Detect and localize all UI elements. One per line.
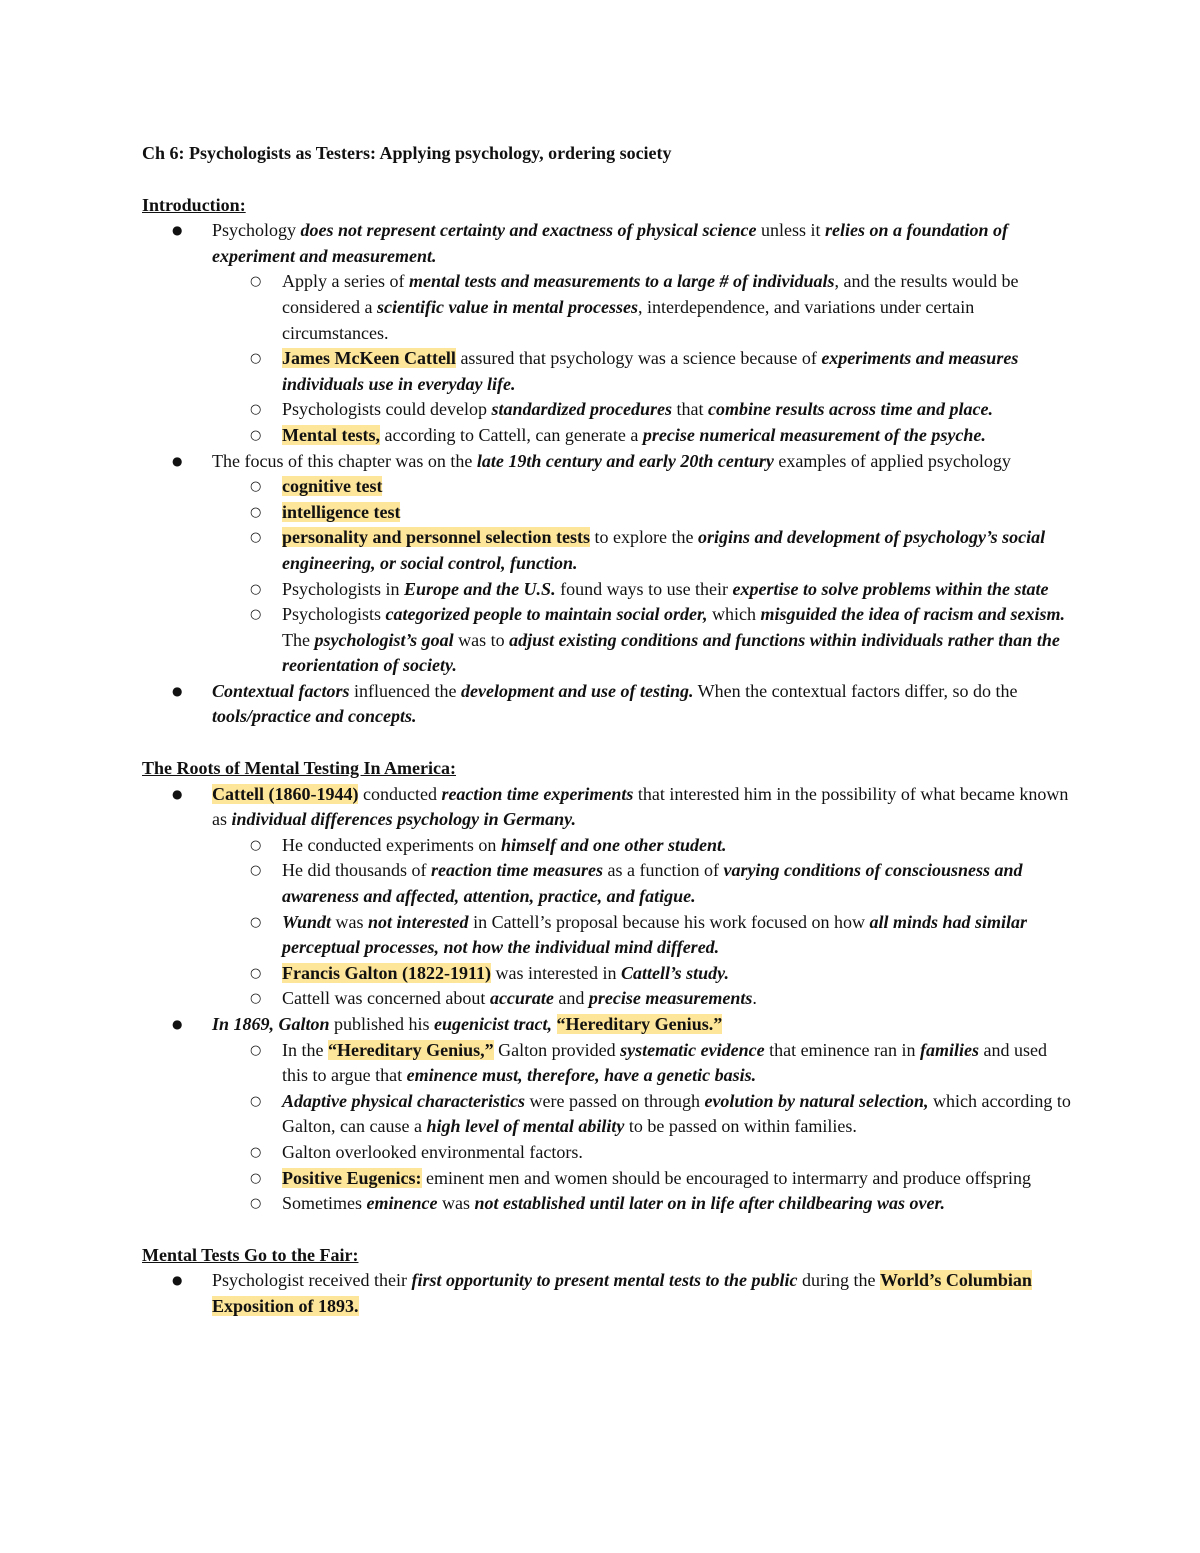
text-run: In the: [282, 1039, 328, 1060]
emphasis-text: families: [920, 1039, 980, 1060]
sub-bullet-item: [212, 1089, 1072, 1140]
sub-bullet-item: [212, 577, 1072, 603]
text-run: was interested in: [491, 962, 621, 983]
text-run: eminent men and women should be encouraged to intermarry and produce offspring: [421, 1167, 1031, 1188]
bullet-item: [142, 679, 1072, 730]
sub-bullet-item: [212, 961, 1072, 987]
emphasis-text: misguided the idea of racism and sexism.: [760, 604, 1066, 625]
text-run: .: [752, 988, 757, 1009]
sub-bullet-item: [212, 858, 1072, 909]
text-run: and: [553, 988, 589, 1009]
sub-bullet-item: [212, 910, 1072, 961]
spacer: [142, 1217, 1072, 1243]
bullet-list: [142, 1268, 1072, 1319]
section-heading: The Roots of Mental Testing In America:: [142, 758, 456, 779]
text-run: that interested him in the possibility of what became known as: [212, 783, 1069, 830]
text-run: The: [282, 629, 315, 650]
text-run: , interdependence, and variations under certain circumstances.: [282, 296, 975, 343]
sub-bullet-item: [212, 602, 1072, 679]
document-title: Ch 6: Psychologists as Testers: Applying psychology, ordering society: [142, 143, 672, 163]
bullet-list: [142, 782, 1072, 1217]
emphasis-text: high level of mental ability: [426, 1116, 625, 1137]
text-run: When the contextual factors differ, so do the: [693, 680, 1018, 701]
emphasis-text: development and use of testing.: [460, 680, 694, 701]
text-run: and used this to argue that: [282, 1039, 1047, 1086]
section: [142, 1243, 1072, 1320]
bullet-item: [142, 782, 1072, 1012]
emphasis-text: In 1869, Galton: [212, 1014, 330, 1034]
text-run: conducted: [358, 783, 442, 804]
text-run: according to Cattell, can generate a: [379, 424, 643, 445]
emphasis-text: individual differences psychology in Germany.: [231, 809, 576, 830]
emphasis-text: Cattell’s study.: [620, 962, 729, 983]
text-run: He did thousands of: [282, 860, 431, 881]
emphasis-text: combine results across time and place.: [708, 399, 994, 420]
emphasis-text: reaction time experiments: [441, 783, 634, 804]
sub-bullet-item: [212, 525, 1072, 576]
emphasis-text: origins and development of psychology’s social engineering, or social control, function.: [282, 527, 1046, 573]
emphasis-text: standardized procedures: [491, 399, 673, 420]
highlighted-text: Mental tests,: [282, 424, 380, 445]
emphasis-text: psychologist’s goal: [314, 629, 454, 650]
sub-bullet-item: [212, 397, 1072, 423]
bullet-text: [212, 449, 1072, 475]
sub-bullet-item: [212, 1038, 1072, 1089]
text-run: , and the results would be considered a: [282, 271, 1019, 317]
text-run: as a function of: [602, 860, 724, 881]
text-run: Psychologists: [282, 604, 386, 625]
emphasis-text: not interested: [368, 911, 469, 932]
highlighted-text: “Hereditary Genius.”: [556, 1014, 723, 1034]
text-run: Psychologist received their: [212, 1270, 412, 1291]
text-run: that eminence ran in: [764, 1039, 921, 1060]
text-run: Cattell was concerned about: [282, 988, 490, 1009]
bullet-text: [212, 218, 1072, 269]
text-run: published his: [329, 1014, 435, 1034]
sub-bullet-list: [212, 1038, 1072, 1217]
text-run: was to: [453, 629, 510, 650]
emphasis-text: Contextual factors: [212, 680, 350, 701]
emphasis-text: does not represent certainty and exactness of physical science: [300, 220, 757, 241]
text-run: Psychology: [212, 220, 301, 241]
text-run: during the: [797, 1270, 880, 1291]
emphasis-text: first opportunity to present mental tests to the public: [411, 1270, 798, 1291]
bullet-item: [142, 1268, 1072, 1319]
highlighted-text: personality and personnel selection tests: [282, 527, 590, 548]
emphasis-text: systematic evidence: [620, 1039, 765, 1060]
bullet-text: [212, 679, 1072, 730]
bullet-list: [142, 218, 1072, 730]
bullet-text: [212, 1268, 1072, 1319]
emphasis-text: categorized people to maintain social order,: [385, 604, 708, 625]
emphasis-text: accurate: [489, 988, 554, 1009]
highlighted-text: James McKeen Cattell: [282, 348, 456, 369]
emphasis-text: reaction time measures: [430, 860, 603, 881]
sub-bullet-item: [212, 1140, 1072, 1166]
text-run: The focus of this chapter was on the: [212, 450, 477, 471]
sub-bullet-item: [212, 269, 1072, 346]
text-run: examples of applied psychology: [773, 450, 1011, 471]
text-run: found ways to use their: [555, 578, 733, 599]
sub-bullet-list: [212, 474, 1072, 679]
section: [142, 193, 1072, 756]
emphasis-text: mental tests and measurements to a large # of individuals: [408, 271, 835, 292]
emphasis-text: eminence: [366, 1193, 438, 1214]
text-run: Psychologists could develop: [282, 399, 492, 420]
highlighted-text: World’s Columbian Exposition of 1893.: [212, 1270, 1032, 1316]
emphasis-text: precise numerical measurement of the psyche.: [642, 424, 986, 445]
document-body: [142, 141, 1072, 1320]
emphasis-text: himself and one other student.: [500, 834, 727, 855]
emphasis-text: precise measurements: [588, 988, 753, 1009]
sub-bullet-item: [212, 346, 1072, 397]
bullet-item: [142, 1012, 1072, 1217]
highlighted-text: intelligence test: [282, 501, 401, 522]
text-run: was: [437, 1193, 475, 1214]
text-run: which: [707, 604, 761, 625]
bullet-item: [142, 449, 1072, 679]
emphasis-text: not established until later on in life after childbearing was over.: [474, 1193, 946, 1214]
highlighted-text: Positive Eugenics:: [282, 1167, 422, 1188]
emphasis-text: adjust existing conditions and functions within individuals rather than the reorientation of society.: [282, 629, 1060, 676]
highlighted-text: cognitive test: [282, 476, 383, 497]
section-heading: Mental Tests Go to the Fair:: [142, 1244, 359, 1265]
highlighted-text: “Hereditary Genius,”: [327, 1039, 494, 1060]
emphasis-text: Europe and the U.S.: [404, 578, 556, 599]
emphasis-text: Adaptive physical characteristics: [282, 1090, 525, 1111]
text-run: Galton provided: [493, 1039, 621, 1060]
sub-bullet-item: [212, 1191, 1072, 1217]
text-run: were passed on through: [524, 1090, 705, 1111]
emphasis-text: all minds had similar perceptual processes, not how the individual mind differed.: [282, 911, 1028, 958]
text-run: Galton overlooked environmental factors.: [282, 1141, 583, 1162]
spacer: [142, 730, 1072, 756]
text-run: Apply a series of: [282, 271, 409, 292]
highlighted-text: Cattell (1860-1944): [212, 783, 359, 804]
sub-bullet-item: [212, 833, 1072, 859]
emphasis-text: expertise to solve problems within the state: [732, 578, 1049, 599]
bullet-text: [212, 1012, 1072, 1038]
bullet-text: [212, 782, 1072, 833]
emphasis-text: relies on a foundation of experiment and measurement.: [212, 220, 1009, 266]
text-run: in Cattell’s proposal because his work focused on how: [468, 911, 870, 932]
section: [142, 756, 1072, 1243]
text-run: Psychologists in: [282, 578, 405, 599]
sub-bullet-item: [212, 474, 1072, 500]
emphasis-text: eugenicist tract,: [434, 1014, 553, 1034]
text-run: to explore the: [590, 527, 698, 548]
spacer: [142, 167, 1072, 193]
emphasis-text: late 19th century and early 20th century: [476, 450, 774, 471]
sections-container: [142, 193, 1072, 1320]
emphasis-text: experiments and measures individuals use in everyday life.: [282, 348, 1019, 394]
text-run: which according to Galton, can cause a: [282, 1090, 1071, 1137]
section-heading: Introduction:: [142, 194, 246, 215]
text-run: was: [331, 911, 369, 932]
text-run: unless it: [756, 220, 825, 241]
text-run: Sometimes: [282, 1193, 367, 1214]
sub-bullet-list: [212, 269, 1072, 448]
sub-bullet-item: [212, 500, 1072, 526]
emphasis-text: eminence must, therefore, have a genetic basis.: [406, 1065, 757, 1086]
text-run: [552, 1014, 557, 1034]
sub-bullet-item: [212, 1166, 1072, 1192]
emphasis-text: Wundt: [282, 911, 332, 932]
emphasis-text: scientific value in mental processes: [376, 296, 638, 317]
text-run: to be passed on within families.: [624, 1116, 857, 1137]
text-run: assured that psychology was a science because of: [455, 348, 822, 369]
text-run: influenced the: [349, 680, 461, 701]
sub-bullet-item: [212, 986, 1072, 1012]
sub-bullet-item: [212, 423, 1072, 449]
emphasis-text: tools/practice and concepts.: [212, 706, 417, 727]
text-run: He conducted experiments on: [282, 834, 501, 855]
emphasis-text: varying conditions of consciousness and awareness and affected, attention, practice, and fatigue.: [282, 860, 1023, 907]
sub-bullet-list: [212, 833, 1072, 1012]
highlighted-text: Francis Galton (1822-1911): [282, 962, 491, 983]
bullet-item: [142, 218, 1072, 448]
text-run: that: [672, 399, 709, 420]
emphasis-text: evolution by natural selection,: [704, 1090, 929, 1111]
